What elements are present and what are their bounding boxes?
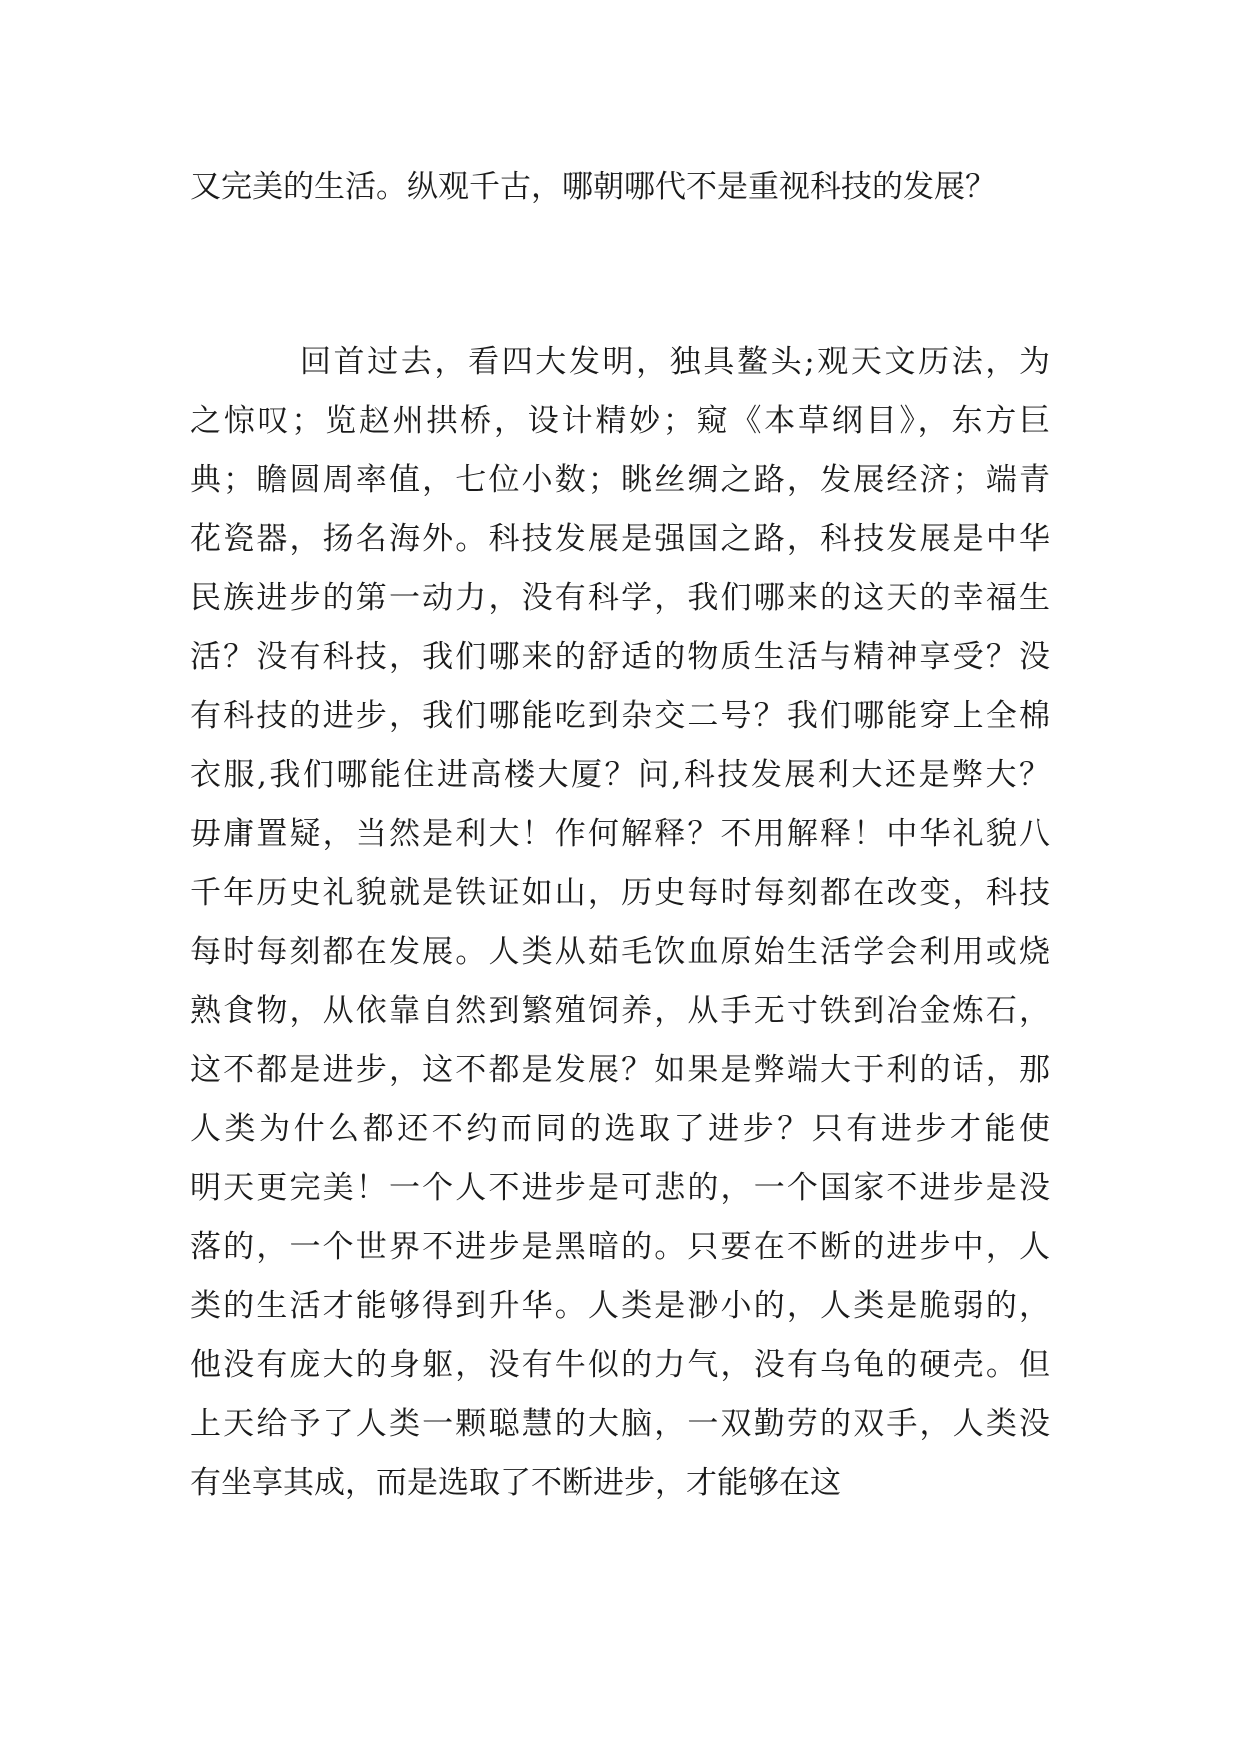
paragraph-line: 有坐享其成，而是选取了不断进步，才能够在这 <box>190 1465 841 1501</box>
paragraph-line: 这不都是进步，这不都是发展？如果是弊端大于利的话，那 <box>190 1052 1050 1088</box>
paragraph-line: 活？没有科技，我们哪来的舒适的物质生活与精神享受？没 <box>190 639 1050 675</box>
paragraph-continuation <box>190 158 1050 217</box>
paragraph-line: 典；瞻圆周率值，七位小数；眺丝绸之路，发展经济；端青 <box>190 462 1050 498</box>
paragraph-line: 民族进步的第一动力，没有科学，我们哪来的这天的幸福生 <box>190 580 1050 616</box>
paragraph-line: 每时每刻都在发展。人类从茹毛饮血原始生活学会利用或烧 <box>190 934 1050 970</box>
paragraph-main <box>190 333 1050 1513</box>
paragraph-line: 花瓷器，扬名海外。科技发展是强国之路，科技发展是中华 <box>190 521 1050 557</box>
paragraph-line: 类的生活才能够得到升华。人类是渺小的，人类是脆弱的， <box>190 1288 1050 1324</box>
paragraph-line: 又完美的生活。纵观千古，哪朝哪代不是重视科技的发展？ <box>190 169 996 205</box>
paragraph-line: 千年历史礼貌就是铁证如山，历史每时每刻都在改变，科技 <box>190 875 1050 911</box>
paragraph-line: 明天更完美！一个人不进步是可悲的，一个国家不进步是没 <box>190 1170 1050 1206</box>
paragraph-line: 衣服,我们哪能住进高楼大厦？问,科技发展利大还是弊大？ <box>190 757 1050 793</box>
paragraph-line: 上天给予了人类一颗聪慧的大脑，一双勤劳的双手，人类没 <box>190 1406 1050 1442</box>
paragraph-line: 人类为什么都还不约而同的选取了进步？只有进步才能使 <box>190 1111 1050 1147</box>
paragraph-line: 他没有庞大的身躯，没有牛似的力气，没有乌龟的硬壳。但 <box>190 1347 1050 1383</box>
paragraph-line: 落的，一个世界不进步是黑暗的。只要在不断的进步中，人 <box>190 1229 1050 1265</box>
paragraph-line: 熟食物，从依靠自然到繁殖饲养，从手无寸铁到冶金炼石， <box>190 993 1050 1029</box>
paragraph-line: 有科技的进步，我们哪能吃到杂交二号？我们哪能穿上全棉 <box>190 698 1050 734</box>
paragraph-line: 之惊叹；览赵州拱桥，设计精妙；窥《本草纲目》，东方巨 <box>190 403 1050 439</box>
paragraph-line: 毋庸置疑，当然是利大！作何解释？不用解释！中华礼貌八 <box>190 816 1050 852</box>
paragraph-line: 回首过去，看四大发明，独具鳌头;观天文历法，为 <box>300 344 1050 380</box>
